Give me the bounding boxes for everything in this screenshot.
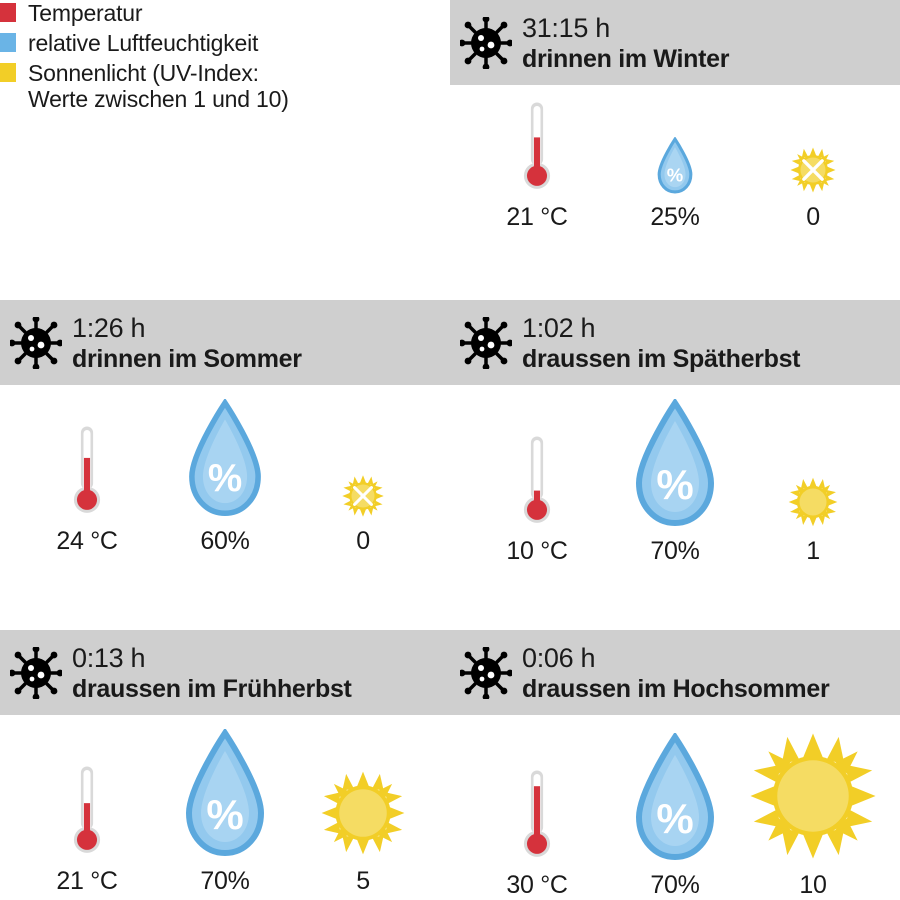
- virus-icon: [460, 647, 512, 699]
- panel-header-text-sommer: [72, 312, 302, 374]
- svg-text:%: %: [666, 164, 684, 186]
- sunlight-value-hochsommer: 10: [799, 871, 827, 899]
- svg-text:%: %: [656, 461, 694, 508]
- panel-draussen-im-fruehherbst: [0, 630, 450, 900]
- panel-time-winter: 31:15 h: [522, 12, 610, 43]
- metric-humidity-winter: [606, 137, 744, 232]
- metric-sunlight-hochsommer: [744, 729, 882, 900]
- metric-temperature-sommer: [18, 423, 156, 556]
- panel-title-fruehherbst: draussen im Frühherbst: [72, 674, 352, 703]
- legend-label-sunlight-sub: Werte zwischen 1 und 10): [28, 86, 289, 112]
- humidity-value-sommer: 60%: [200, 527, 250, 555]
- humidity-drop-icon: [179, 399, 271, 519]
- humidity-value-winter: 25%: [650, 203, 700, 231]
- legend-label-humidity: relative Luftfeuchtigkeit: [28, 30, 259, 56]
- legend-swatch-temperature: [0, 3, 16, 22]
- icon-row-hochsommer: [450, 715, 900, 900]
- panel-time-spaetherbst: 1:02 h: [522, 312, 596, 343]
- metric-temperature-winter: [468, 99, 606, 232]
- legend-sunlight-text: [28, 60, 289, 112]
- panel-time-sommer: 1:26 h: [72, 312, 146, 343]
- humidity-value-hochsommer: 70%: [650, 871, 700, 899]
- virus-icon: [460, 17, 512, 69]
- panel-time-fruehherbst: 0:13 h: [72, 642, 146, 673]
- panel-header-winter: [450, 0, 900, 85]
- icon-row-fruehherbst: [0, 715, 450, 896]
- thermometer-icon: [517, 767, 557, 863]
- panel-header-text-hochsommer: [522, 642, 829, 704]
- metric-sunlight-spaetherbst: [744, 475, 882, 566]
- legend-item-sonnenlicht: [0, 60, 450, 112]
- sunlight-value-sommer: 0: [356, 527, 370, 555]
- thermometer-icon: [517, 433, 557, 529]
- sun-icon: [317, 767, 409, 859]
- svg-text:%: %: [656, 795, 694, 842]
- metric-sunlight-fruehherbst: [294, 767, 432, 896]
- panel-drinnen-im-sommer: [0, 300, 450, 630]
- metric-sunlight-sommer: [294, 473, 432, 556]
- virus-icon: [10, 317, 62, 369]
- panel-drinnen-im-winter: [450, 0, 900, 300]
- thermometer-icon: [67, 763, 107, 859]
- panel-title-sommer: drinnen im Sommer: [72, 344, 302, 373]
- legend-label-temperature: Temperatur: [28, 0, 143, 26]
- panel-draussen-im-hochsommer: [450, 630, 900, 900]
- sun-icon: [746, 729, 880, 863]
- panel-header-spaetherbst: [450, 300, 900, 385]
- sunlight-value-fruehherbst: 5: [356, 867, 370, 895]
- humidity-drop-icon: [625, 399, 725, 529]
- panel-header-text-fruehherbst: [72, 642, 352, 704]
- svg-text:%: %: [206, 791, 244, 838]
- panel-draussen-im-spaetherbst: [450, 300, 900, 630]
- legend-label-sunlight: Sonnenlicht (UV-Index:: [28, 60, 259, 86]
- panel-time-hochsommer: 0:06 h: [522, 642, 596, 673]
- panel-header-text-spaetherbst: [522, 312, 800, 374]
- temperature-value-spaetherbst: 10 °C: [506, 537, 568, 565]
- sun-icon: [788, 145, 838, 195]
- legend-item-temperatur: [0, 0, 450, 26]
- metric-temperature-spaetherbst: [468, 433, 606, 566]
- sunlight-value-spaetherbst: 1: [806, 537, 820, 565]
- panel-title-hochsommer: draussen im Hochsommer: [522, 674, 830, 703]
- metric-temperature-fruehherbst: [18, 763, 156, 896]
- temperature-value-hochsommer: 30 °C: [506, 871, 568, 899]
- icon-row-spaetherbst: [450, 385, 900, 566]
- thermometer-icon: [517, 99, 557, 195]
- metric-sunlight-winter: [744, 145, 882, 232]
- legend-swatch-sunlight: [0, 63, 16, 82]
- sunlight-value-winter: 0: [806, 203, 820, 231]
- panel-title-spaetherbst: draussen im Spätherbst: [522, 344, 801, 373]
- panel-header-hochsommer: [450, 630, 900, 715]
- panel-header-text-winter: [522, 12, 729, 74]
- metric-humidity-hochsommer: [606, 733, 744, 900]
- panel-header-sommer: [0, 300, 450, 385]
- legend-item-luftfeuchtigkeit: [0, 30, 450, 56]
- panel-header-fruehherbst: [0, 630, 450, 715]
- panel-title-winter: drinnen im Winter: [522, 44, 730, 73]
- metric-humidity-spaetherbst: [606, 399, 744, 566]
- humidity-drop-icon: [175, 729, 275, 859]
- temperature-value-fruehherbst: 21 °C: [56, 867, 118, 895]
- humidity-drop-icon: [653, 137, 697, 195]
- humidity-value-spaetherbst: 70%: [650, 537, 700, 565]
- thermometer-icon: [67, 423, 107, 519]
- virus-icon: [460, 317, 512, 369]
- icon-row-winter: [450, 85, 900, 232]
- icon-row-sommer: [0, 385, 450, 556]
- temperature-value-sommer: 24 °C: [56, 527, 118, 555]
- temperature-value-winter: 21 °C: [506, 203, 568, 231]
- metric-humidity-sommer: [156, 399, 294, 556]
- sun-icon: [340, 473, 386, 519]
- metric-humidity-fruehherbst: [156, 729, 294, 896]
- metric-temperature-hochsommer: [468, 767, 606, 900]
- virus-icon: [10, 647, 62, 699]
- humidity-value-fruehherbst: 70%: [200, 867, 250, 895]
- legend-cell: [0, 0, 450, 300]
- legend-swatch-humidity: [0, 33, 16, 52]
- humidity-drop-icon: [625, 733, 725, 863]
- svg-text:%: %: [207, 457, 243, 501]
- legend: [0, 0, 450, 112]
- sun-icon: [786, 475, 840, 529]
